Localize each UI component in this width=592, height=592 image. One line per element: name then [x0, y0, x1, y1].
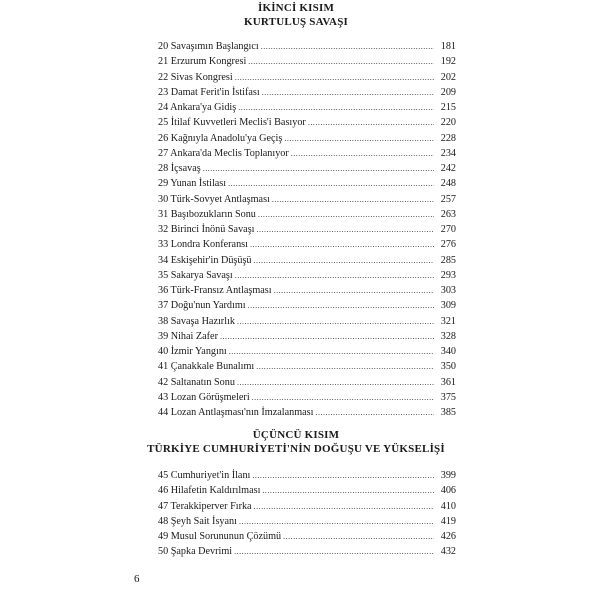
- toc-dot-leader: [203, 163, 434, 175]
- toc-entry-page: 248: [440, 178, 456, 190]
- toc-dot-leader: [235, 270, 434, 282]
- toc-entry: [158, 516, 456, 531]
- toc-entry-title: 43 Lozan Görüşmeleri: [158, 391, 250, 403]
- toc-entry: [158, 407, 456, 422]
- toc-entry: [158, 148, 456, 163]
- toc-dot-leader: [256, 361, 434, 373]
- toc-entry-page: 419: [440, 515, 456, 527]
- toc-entry: [158, 546, 456, 561]
- toc-entry: [158, 392, 456, 407]
- toc-entry-page: 242: [440, 163, 456, 174]
- toc-entry-page: 215: [440, 102, 456, 113]
- toc-dot-leader: [220, 331, 434, 343]
- toc-dot-leader: [237, 377, 434, 389]
- toc-entry-title: 41 Çanakkale Bunalımı: [158, 361, 255, 373]
- toc-entry-title: 22 Sivas Kongresi: [158, 71, 233, 83]
- toc-dot-leader: [291, 148, 434, 160]
- toc-entry: [158, 285, 456, 300]
- part-three-subheading: TÜRKİYE CUMHURİYETİ'NİN DOĞUŞU VE YÜKSELİŞİ: [147, 443, 445, 455]
- toc-entry: [158, 178, 456, 193]
- toc-entry: [158, 56, 456, 71]
- toc-entry-title: 27 Ankara'da Meclis Toplanıyor: [158, 147, 289, 159]
- toc-entry-title: 35 Sakarya Savaşı: [158, 269, 233, 281]
- toc-dot-leader: [315, 407, 434, 419]
- toc-entry-page: 263: [440, 208, 456, 220]
- toc-entry: [158, 377, 456, 392]
- toc-dot-leader: [308, 117, 434, 129]
- toc-entry: [158, 501, 456, 516]
- toc-entry-page: 340: [440, 346, 456, 357]
- toc-entry-title: 40 İzmir Yangını: [158, 346, 227, 357]
- toc-entry-title: 28 İçsavaş: [158, 163, 201, 174]
- toc-dot-leader: [284, 133, 434, 145]
- toc-entry: [158, 346, 456, 361]
- toc-entry: [158, 41, 456, 56]
- toc-entry-title: 32 Birinci İnönü Savaşı: [158, 224, 255, 235]
- toc-dot-leader: [250, 239, 434, 251]
- toc-entry: [158, 194, 456, 209]
- toc-entry: [158, 255, 456, 270]
- toc-entry-title: 33 Londra Konferansı: [158, 239, 248, 251]
- toc-entry: [158, 72, 456, 87]
- toc-entry-page: 228: [440, 132, 456, 144]
- toc-entry-title: 45 Cumhuriyet'in İlanı: [158, 470, 251, 481]
- toc-entry-page: 202: [440, 71, 456, 83]
- toc-entry-page: 181: [440, 41, 456, 52]
- toc-dot-leader: [258, 209, 434, 221]
- toc-entry-page: 385: [440, 407, 456, 418]
- toc-dot-leader: [252, 470, 434, 482]
- toc-dot-leader: [257, 224, 435, 236]
- toc-entry-title: 30 Türk-Sovyet Antlaşması: [158, 193, 270, 205]
- toc-entry: [158, 316, 456, 331]
- toc-dot-leader: [228, 178, 434, 190]
- toc-entry-title: 44 Lozan Antlaşması'nın İmzalanması: [158, 407, 314, 418]
- toc-entry: [158, 87, 456, 102]
- toc-entry-page: 303: [440, 285, 456, 296]
- toc-dot-leader: [254, 255, 434, 267]
- toc-entry: [158, 470, 456, 485]
- toc-dot-leader: [238, 102, 434, 114]
- toc-entry-page: 432: [440, 546, 456, 558]
- toc-dot-leader: [237, 316, 434, 328]
- toc-entry-title: 48 Şeyh Sait İsyanı: [158, 515, 237, 527]
- toc-entry-title: 26 Kağnıyla Anadolu'ya Geçiş: [158, 132, 283, 144]
- toc-dot-leader: [261, 41, 434, 53]
- toc-entry-page: 270: [440, 224, 456, 235]
- toc-entry-title: 39 Nihai Zafer: [158, 330, 218, 342]
- toc-dot-leader: [229, 346, 434, 358]
- toc-entry-title: 46 Hilafetin Kaldırılması: [158, 485, 261, 497]
- toc-dot-leader: [234, 546, 434, 558]
- toc-entry: [158, 270, 456, 285]
- toc-entry-page: 399: [440, 470, 456, 481]
- toc-entry-page: 350: [440, 361, 456, 373]
- toc-entry: [158, 163, 456, 178]
- toc-entry-title: 42 Saltanatın Sonu: [158, 376, 235, 388]
- toc-entry: [158, 361, 456, 376]
- toc-entry: [158, 102, 456, 117]
- toc-entry-title: 23 Damat Ferit'in İstifası: [158, 86, 260, 98]
- toc-entry-title: 38 Savaşa Hazırlık: [158, 315, 235, 327]
- toc-entry-page: 234: [440, 147, 456, 159]
- part-two-toc: [158, 41, 456, 422]
- toc-entry-title: 37 Doğu'nun Yardımı: [158, 300, 246, 312]
- toc-dot-leader: [254, 501, 434, 513]
- toc-dot-leader: [239, 516, 434, 528]
- page-number: 6: [134, 573, 140, 585]
- toc-entry-page: 293: [440, 269, 456, 281]
- toc-entry-page: 328: [440, 330, 456, 342]
- toc-entry: [158, 209, 456, 224]
- toc-entry-title: 31 Başıbozukların Sonu: [158, 208, 256, 220]
- toc-dot-leader: [272, 194, 434, 206]
- toc-entry-title: 21 Erzurum Kongresi: [158, 56, 247, 68]
- toc-entry-title: 20 Savaşımın Başlangıcı: [158, 41, 259, 52]
- toc-entry: [158, 531, 456, 546]
- toc-entry: [158, 224, 456, 239]
- toc-entry-page: 209: [440, 86, 456, 98]
- toc-entry-page: 426: [440, 531, 456, 542]
- toc-dot-leader: [252, 392, 434, 404]
- toc-entry: [158, 239, 456, 254]
- toc-entry: [158, 331, 456, 346]
- toc-entry-page: 321: [440, 315, 456, 327]
- toc-entry-title: 50 Şapka Devrimi: [158, 546, 233, 558]
- toc-entry: [158, 485, 456, 500]
- toc-entry-title: 24 Ankara'ya Gidiş: [158, 102, 237, 113]
- toc-dot-leader: [283, 531, 434, 543]
- toc-entry-page: 192: [440, 56, 456, 68]
- toc-entry-page: 406: [440, 485, 456, 497]
- toc-entry-title: 34 Eskişehir'in Düşüşü: [158, 254, 252, 266]
- toc-entry-title: 49 Musul Sorununun Çözümü: [158, 531, 282, 542]
- part-three-heading: ÜÇÜNCÜ KISIM: [252, 429, 340, 441]
- toc-dot-leader: [248, 56, 434, 68]
- toc-entry-page: 257: [440, 193, 456, 205]
- part-two-heading: İKİNCİ KISIM: [257, 2, 335, 14]
- toc-entry-page: 361: [440, 376, 456, 388]
- part-two-subheading: KURTULUŞ SAVAŞI: [244, 16, 348, 28]
- toc-entry: [158, 133, 456, 148]
- toc-entry-page: 285: [440, 254, 456, 266]
- toc-entry-page: 220: [440, 117, 456, 129]
- toc-dot-leader: [274, 285, 434, 297]
- toc-entry-page: 410: [440, 500, 456, 512]
- toc-entry-title: 25 İtilaf Kuvvetleri Meclis'i Basıyor: [158, 117, 306, 129]
- toc-entry: [158, 300, 456, 315]
- toc-entry-title: 29 Yunan İstilası: [158, 178, 227, 190]
- toc-dot-leader: [262, 485, 434, 497]
- toc-entry-title: 36 Türk-Fransız Antlaşması: [158, 285, 272, 296]
- toc-entry-title: 47 Terakkiperver Fırka: [158, 500, 252, 512]
- toc-entry-page: 276: [440, 239, 456, 251]
- toc-entry-page: 309: [440, 300, 456, 312]
- toc-dot-leader: [262, 87, 434, 99]
- toc-entry-page: 375: [440, 391, 456, 403]
- toc-dot-leader: [248, 300, 434, 312]
- part-three-toc: [158, 470, 456, 562]
- toc-entry: [158, 117, 456, 132]
- toc-dot-leader: [235, 72, 434, 84]
